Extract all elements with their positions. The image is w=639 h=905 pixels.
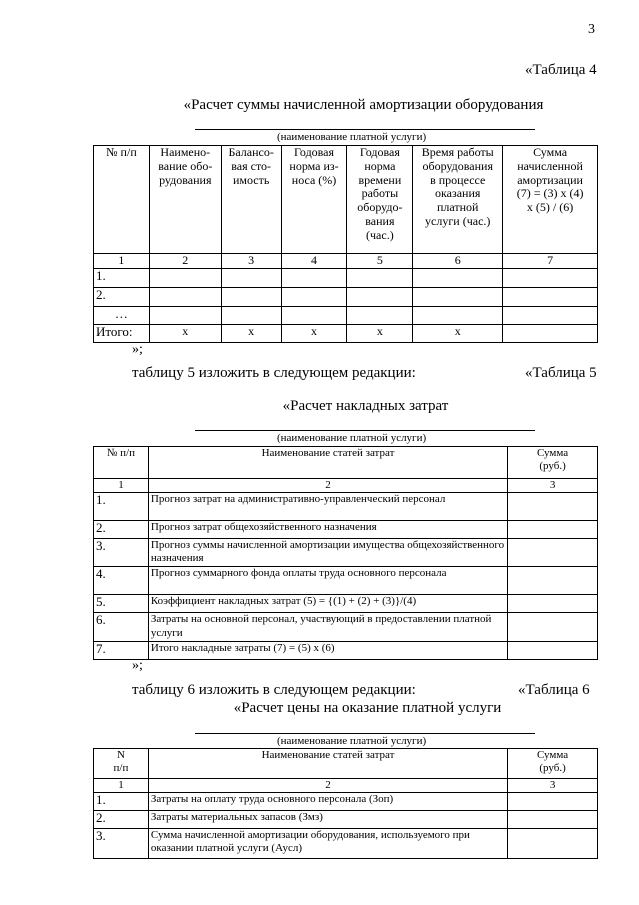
table4-service-hint: (наименование платной услуги)	[277, 131, 427, 143]
price-table	[93, 748, 598, 859]
table4-header-cell: Время работы оборудования в процессе оказания платной услуги (час.)	[413, 146, 503, 254]
table-row: 2.	[94, 287, 598, 306]
table4-header-cell: Наимено- вание обо- рудования	[149, 146, 221, 254]
table4-header-cell: Балансо- вая сто- имость	[221, 146, 281, 254]
table4-header-cell: Годовая норма времени работы оборудо- вания (час.)	[347, 146, 413, 254]
amortization-table	[93, 145, 598, 343]
table4-colnum-row: 1 2 3 4 5 6 7	[94, 254, 598, 269]
table4-header-cell: Годовая норма из- носа (%)	[281, 146, 347, 254]
paragraph-table6: таблицу 6 изложить в следующем редакции:	[132, 682, 416, 698]
table4-header-row	[94, 146, 598, 254]
table-row: 6. Затраты на основной персонал, участвующий в предоставлении платной услуги	[94, 613, 598, 642]
table6-service-hint: (наименование платной услуги)	[277, 735, 427, 747]
table4-total-row: Итого: x x x x x	[94, 324, 598, 342]
table-row: 7. Итого накладные затраты (7) = (5) x (6)	[94, 641, 598, 659]
table-row: …	[94, 306, 598, 324]
table6-title: «Расчет цены на оказание платной услуги	[233, 700, 502, 716]
table5-colnum-row: 1 2 3	[94, 479, 598, 493]
table5-title: «Расчет накладных затрат	[282, 398, 449, 414]
table-row: 2. Затраты материальных запасов (Змз)	[94, 810, 598, 828]
table5-closing: »;	[132, 658, 143, 673]
table5-label: «Таблица 5	[525, 365, 597, 381]
table4-title: «Расчет суммы начисленной амортизации оборудования	[183, 97, 544, 113]
table6-header-row: N п/п Наименование статей затрат Сумма (руб.)	[94, 749, 598, 779]
table-row: 3. Сумма начисленной амортизации оборудования, используемого при оказании платной услуги (Аусл)	[94, 828, 598, 858]
table4-closing: »;	[132, 342, 143, 357]
table-row: 4. Прогноз суммарного фонда оплаты труда основного персонала	[94, 567, 598, 595]
table-row: 1. Прогноз затрат на административно-управленческий персонал	[94, 492, 598, 520]
table4-header-cell: Сумма начисленной амортизации (7) = (3) x (4) x (5) / (6)	[503, 146, 598, 254]
table-row: 5. Коэффициент накладных затрат (5) = {(1) + (2) + (3)}/(4)	[94, 595, 598, 613]
table-row: 3. Прогноз суммы начисленной амортизации имущества общехозяйственного назначения	[94, 538, 598, 567]
table6-label: «Таблица 6	[518, 682, 590, 698]
table6-colnum-row: 1 2 3	[94, 779, 598, 793]
table-row: 1.	[94, 268, 598, 287]
table4-header-cell: № п/п	[94, 146, 150, 254]
table-row: 1. Затраты на оплату труда основного персонала (Зоп)	[94, 792, 598, 810]
paragraph-table5: таблицу 5 изложить в следующем редакции:	[132, 365, 416, 381]
table4-label: «Таблица 4	[525, 62, 597, 78]
table5-service-hint: (наименование платной услуги)	[277, 432, 427, 444]
overhead-table	[93, 446, 598, 660]
page-number: 3	[588, 22, 595, 37]
table5-header-row: № п/п Наименование статей затрат Сумма (руб.)	[94, 447, 598, 479]
table-row: 2. Прогноз затрат общехозяйственного назначения	[94, 520, 598, 538]
